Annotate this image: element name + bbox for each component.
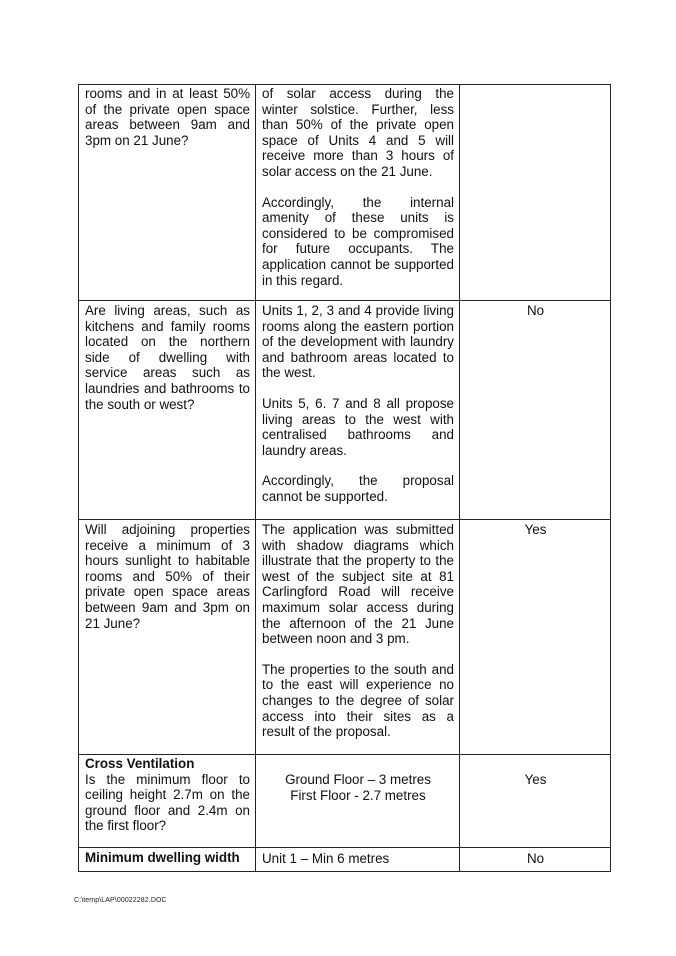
criterion-text: Is the minimum floor to ceiling height 2.7m on the ground floor and 2.4m on the first floor?: [85, 771, 250, 834]
comment-paragraph: Units 5, 6. 7 and 8 all propose living areas to the west with centralised bathrooms and laundry areas.: [262, 395, 454, 458]
criterion-text: Are living areas, such as kitchens and family rooms located on the northern side of dwelling with service areas such as laundries and bathrooms to the south or west?: [85, 303, 250, 412]
table-row: [79, 85, 611, 301]
table-row: [79, 301, 611, 520]
complies-cell: [460, 755, 611, 848]
complies-cell: [460, 85, 611, 301]
comment-paragraph: The application was submitted with shadow diagrams which illustrate that the property to the west of the subject site at 81 Carlingford Road will receive maximum solar access during the afternoon of the 21 June between noon and 3 pm.: [262, 522, 454, 647]
comments-cell: [256, 848, 460, 872]
complies-value: Yes: [524, 772, 547, 787]
comment-line: First Floor - 2.7 metres: [290, 787, 426, 803]
criterion-cell: [79, 85, 256, 301]
table-row: [79, 520, 611, 755]
comments-cell: [256, 85, 460, 301]
criterion-cell: [79, 301, 256, 520]
comment-line: Unit 1 – Min 6 metres: [262, 851, 390, 866]
complies-cell: [460, 301, 611, 520]
comment-paragraph: of solar access during the winter solstice. Further, less than 50% of the private open space of Units 4 and 5 will receive more than 3 hours of solar access on the 21 June.: [262, 86, 454, 179]
comments-cell: [256, 520, 460, 755]
table-row: [79, 755, 611, 848]
comment-paragraph: Accordingly, the internal amenity of these units is considered to be compromised for future occupants. The application cannot be supported in this regard.: [262, 194, 454, 288]
complies-cell: [460, 520, 611, 755]
complies-value: No: [526, 851, 545, 866]
criterion-cell: [79, 755, 256, 848]
assessment-table: [78, 84, 611, 872]
comment-paragraph: Units 1, 2, 3 and 4 provide living rooms along the eastern portion of the development with laundry and bathroom areas located to the west.: [262, 303, 454, 381]
complies-value: Yes: [524, 522, 547, 537]
criterion-cell: [79, 848, 256, 872]
comment-line: Ground Floor – 3 metres: [285, 772, 431, 787]
complies-cell: [460, 848, 611, 872]
criterion-text: rooms and in at least 50% of the private open space areas between 9am and 3pm on 21 June?: [85, 86, 250, 148]
criterion-cell: [79, 520, 256, 755]
complies-value: [460, 85, 610, 90]
comment-paragraph: Accordingly, the proposal cannot be supported.: [262, 473, 454, 504]
section-heading: Cross Ventilation: [85, 756, 195, 771]
file-path-footer: C:\temp\LAP\00022282.DOC: [74, 897, 167, 904]
comments-cell: [256, 301, 460, 520]
section-heading: Minimum dwelling width: [85, 850, 240, 865]
complies-value: No: [526, 303, 545, 318]
comments-cell: [256, 755, 460, 848]
comment-paragraph: The properties to the south and to the east will experience no changes to the degree of solar access into their sites as a result of the proposal.: [262, 661, 454, 740]
criterion-text: Will adjoining properties receive a minimum of 3 hours sunlight to habitable rooms and 50% of their private open space areas between 9am and 3pm on 21 June?: [85, 522, 250, 631]
table-row: [79, 848, 611, 872]
